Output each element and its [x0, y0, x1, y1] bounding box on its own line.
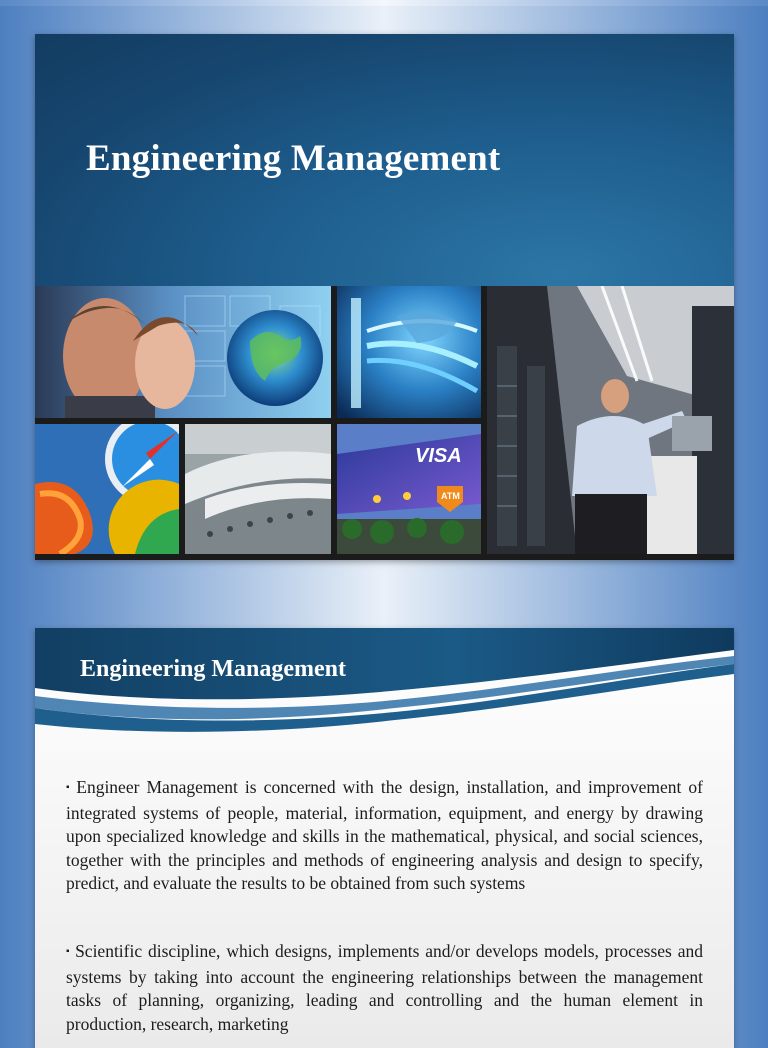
photo-collage: [35, 286, 734, 560]
visa-sign-text: VISA: [415, 445, 462, 467]
server-room-engineer-photo: [487, 286, 734, 554]
square-bullet-icon: ▪: [66, 782, 73, 793]
background-band-top: [0, 0, 768, 6]
discipline-paragraph: [66, 940, 703, 1036]
content-slide: [35, 628, 734, 1048]
browser-logos-photo: [35, 424, 179, 554]
title-slide: [35, 34, 734, 560]
people-globe-photo: [35, 286, 331, 418]
content-slide-header-wave: [35, 628, 734, 748]
title-slide-header: [35, 34, 734, 286]
visa-atm-billboard-photo: [337, 424, 481, 554]
square-bullet-icon: ▪: [66, 946, 72, 957]
network-cables-photo: [337, 286, 481, 418]
definition-text: Engineer Management is concerned with the design, installation, and improvement of integrated systems of people, material, information, equipment, and energy by drawing upon specialized knowledge and skills in the mathematical, physical, and social sciences, together with the principles and methods of engineering analysis and design to specify, predict, and evaluate the results to be obtained from such systems: [66, 777, 703, 893]
content-slide-heading: Engineering Management: [80, 656, 346, 682]
definition-paragraph: [66, 776, 703, 895]
discipline-text: Scientific discipline, which designs, implements and/or develops models, processes and systems by taking into account the engineering relationships between the management tasks of planning, organizing, leading and controlling and the human element in production, research, marketing: [66, 941, 703, 1034]
atm-sign-text: ATM: [441, 491, 460, 501]
title-slide-heading: Engineering Management: [86, 138, 501, 179]
water-treatment-photo: [185, 424, 331, 554]
